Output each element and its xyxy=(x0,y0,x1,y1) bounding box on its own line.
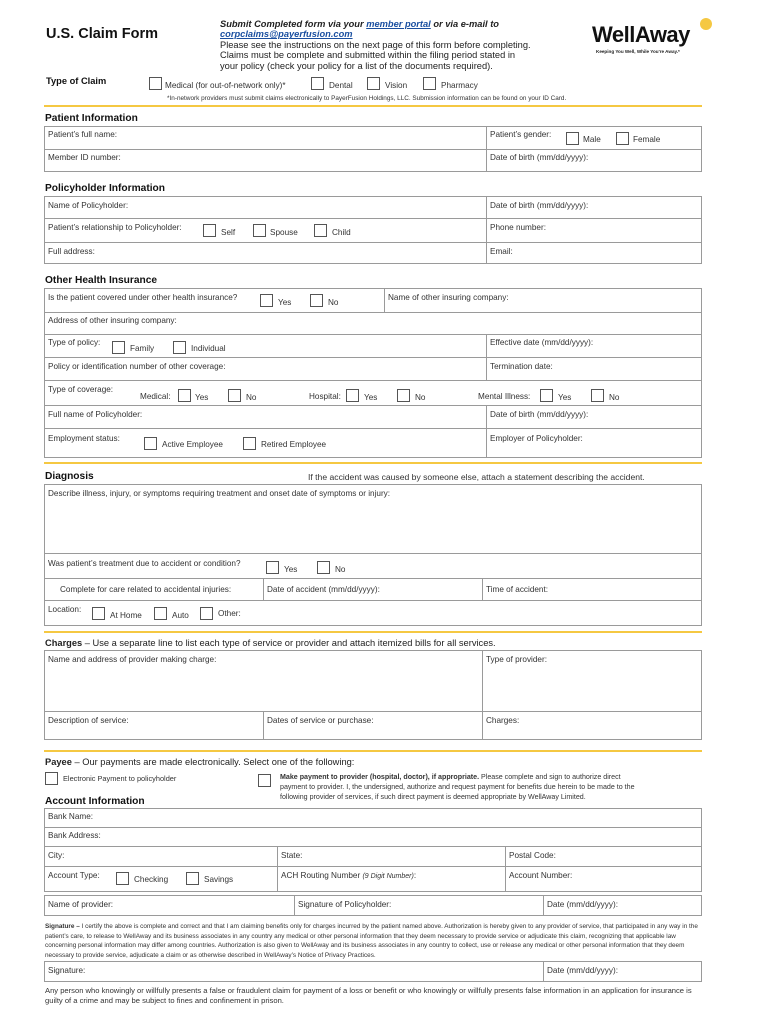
city-field[interactable]: City: xyxy=(48,851,65,860)
relationship-child-checkbox[interactable] xyxy=(314,224,327,237)
electronic-payment-checkbox[interactable] xyxy=(45,772,58,785)
ach-label: ACH Routing Number xyxy=(281,871,363,880)
medical-no-label: No xyxy=(246,393,257,402)
provider-date-field[interactable]: Date (mm/dd/yyyy): xyxy=(547,900,618,909)
active-employee-label: Active Employee xyxy=(162,440,223,449)
location-home-label: At Home xyxy=(110,611,142,620)
column-divider xyxy=(482,578,483,600)
row-divider xyxy=(44,827,702,828)
bank-name-field[interactable]: Bank Name: xyxy=(48,812,94,821)
row-divider xyxy=(44,242,702,243)
savings-checkbox[interactable] xyxy=(186,872,199,885)
signature-field[interactable]: Signature: xyxy=(48,966,86,975)
accident-no-checkbox[interactable] xyxy=(317,561,330,574)
employment-status-label: Employment status: xyxy=(48,434,120,443)
row-divider xyxy=(44,600,702,601)
accident-time-field[interactable]: Time of accident: xyxy=(486,585,549,594)
patient-dob-field[interactable]: Date of birth (mm/dd/yyyy): xyxy=(490,153,589,162)
checking-label: Checking xyxy=(134,875,169,884)
provider-payment-text xyxy=(280,772,700,802)
service-description-field[interactable]: Description of service: xyxy=(48,716,129,725)
location-label: Location: xyxy=(48,605,82,614)
member-portal-link[interactable]: member portal xyxy=(366,19,431,29)
diagnosis-note: If the accident was caused by someone else, attach a statement describing the accident. xyxy=(308,472,645,482)
relationship-self-checkbox[interactable] xyxy=(203,224,216,237)
column-divider xyxy=(263,578,264,600)
policyholder-dob-field[interactable]: Date of birth (mm/dd/yyyy): xyxy=(490,201,589,210)
relationship-self-label: Self xyxy=(221,228,236,237)
instruction-line-3: your policy (check your policy for a list of the documents required). xyxy=(220,60,493,71)
row-divider xyxy=(44,866,702,867)
provider-payment-line-2: payment to provider. I, the undersigned, authorize and request payment for benefits due herein to be made to the xyxy=(280,783,635,791)
covered-question-label: Is the patient covered under other health insurance? xyxy=(48,293,238,302)
patient-gender-label: Patient’s gender: xyxy=(490,130,552,139)
medical-yes-checkbox[interactable] xyxy=(178,389,191,402)
type-of-claim-label: Type of Claim xyxy=(46,76,107,86)
section-divider xyxy=(44,750,702,752)
gender-female-label: Female xyxy=(633,135,661,144)
account-number-field[interactable]: Account Number: xyxy=(509,871,573,880)
vision-claim-checkbox[interactable] xyxy=(367,77,380,90)
logo-sun-icon xyxy=(700,18,712,30)
row-divider xyxy=(44,405,702,406)
row-divider xyxy=(44,149,702,150)
form-title: U.S. Claim Form xyxy=(46,26,158,42)
column-divider xyxy=(505,846,506,892)
location-other-checkbox[interactable] xyxy=(200,607,213,620)
payee-note: – Our payments are made electronically. Select one of the following: xyxy=(71,757,355,767)
logo-tagline: Keeping You Well, While You're Away.* xyxy=(596,49,680,54)
accidental-injuries-label: Complete for care related to accidental injuries: xyxy=(60,585,232,594)
accident-yes-label: Yes xyxy=(284,565,298,574)
ach-routing-field[interactable] xyxy=(281,871,416,880)
state-field[interactable]: State: xyxy=(281,851,303,860)
electronic-payment-label: Electronic Payment to policyholder xyxy=(63,774,177,783)
policy-family-checkbox[interactable] xyxy=(112,341,125,354)
signature-bold: Signature – xyxy=(45,923,82,930)
charges-heading: Charges xyxy=(45,638,83,648)
policyholder-signature-field[interactable]: Signature of Policyholder: xyxy=(298,900,392,909)
row-divider xyxy=(44,578,702,579)
accident-question-label: Was patient’s treatment due to accident or condition? xyxy=(48,559,241,568)
payee-heading-line xyxy=(45,757,354,767)
signature-text: I certify the above is complete and correct and that I am claiming benefits only for charges incurred by the patient named above. Authorization is hereby given to any provider of service, that participated in any way in the patient’s care, to release to WellAway and its business associates in any country any medical or other personal information that they deem necessary to provide service or adjudicate this claim, recognizing that applicable law concerning personal information may differ among countries. Authorization is also given to WellAway and its business associates in any country to collect, use or release any medical or other personal information that they deem necessary to provide service, adjudicate a claim or as otherwise described in WellAway’s Notice of Privacy Practices. xyxy=(45,923,698,959)
accident-date-field[interactable]: Date of accident (mm/dd/yyyy): xyxy=(267,585,380,594)
other-insurance-box xyxy=(44,288,702,458)
other-health-insurance-heading: Other Health Insurance xyxy=(45,275,158,286)
instruction-line-1: Please see the instructions on the next page of this form before completing. xyxy=(220,39,531,50)
diagnosis-box xyxy=(44,484,702,626)
other-policyholder-dob-field[interactable]: Date of birth (mm/dd/yyyy): xyxy=(490,410,589,419)
provider-payment-bold: Make payment to provider (hospital, doctor), if appropriate. xyxy=(280,773,480,781)
ach-note: (9 Digit Number) xyxy=(362,873,414,880)
account-type-label: Account Type: xyxy=(48,871,100,880)
relationship-spouse-label: Spouse xyxy=(270,228,298,237)
row-divider xyxy=(44,334,702,335)
relationship-child-label: Child xyxy=(332,228,351,237)
medical-yes-label: Yes xyxy=(195,393,209,402)
gender-male-checkbox[interactable] xyxy=(566,132,579,145)
mental-no-checkbox[interactable] xyxy=(591,389,604,402)
column-divider xyxy=(486,196,487,264)
medical-claim-checkbox[interactable] xyxy=(149,77,162,90)
section-divider xyxy=(44,105,702,107)
postal-code-field[interactable]: Postal Code: xyxy=(509,851,556,860)
effective-date-field[interactable]: Effective date (mm/dd/yyyy): xyxy=(490,338,594,347)
policyholder-name-field[interactable]: Name of Policyholder: xyxy=(48,201,129,210)
column-divider xyxy=(482,650,483,740)
savings-label: Savings xyxy=(204,875,234,884)
mental-yes-label: Yes xyxy=(558,393,572,402)
coverage-hospital-label: Hospital: xyxy=(309,392,341,401)
instruction-line-2: Claims must be complete and submitted within the filing period stated in xyxy=(220,50,516,61)
retired-employee-label: Retired Employee xyxy=(261,440,327,449)
signature-authorization xyxy=(45,922,705,960)
column-divider xyxy=(486,405,487,458)
account-information-heading: Account Information xyxy=(45,796,145,807)
submit-text: Submit Completed form via your xyxy=(220,19,367,29)
describe-illness-field[interactable]: Describe illness, injury, or symptoms requiring treatment and onset date of symptoms or injury: xyxy=(48,489,391,498)
email-field[interactable]: Email: xyxy=(490,247,513,256)
charges-field[interactable]: Charges: xyxy=(486,716,520,725)
column-divider xyxy=(486,334,487,380)
location-auto-checkbox[interactable] xyxy=(154,607,167,620)
mental-no-label: No xyxy=(609,393,620,402)
row-divider xyxy=(44,380,702,381)
hospital-no-label: No xyxy=(415,393,426,402)
section-divider xyxy=(44,462,702,464)
row-divider xyxy=(44,553,702,554)
location-home-checkbox[interactable] xyxy=(92,607,105,620)
column-divider xyxy=(263,711,264,740)
full-address-field[interactable]: Full address: xyxy=(48,247,95,256)
column-divider xyxy=(543,895,544,916)
provider-type-field[interactable]: Type of provider: xyxy=(486,655,547,664)
policy-number-field[interactable]: Policy or identification number of other coverage: xyxy=(48,362,226,371)
column-divider xyxy=(486,126,487,172)
member-id-field[interactable]: Member ID number: xyxy=(48,153,121,162)
mental-yes-checkbox[interactable] xyxy=(540,389,553,402)
logo-wordmark: WellAway xyxy=(592,22,690,47)
bank-address-field[interactable]: Bank Address: xyxy=(48,831,101,840)
policy-family-label: Family xyxy=(130,344,155,353)
hospital-yes-checkbox[interactable] xyxy=(346,389,359,402)
relationship-spouse-checkbox[interactable] xyxy=(253,224,266,237)
provider-payment-line-1: Please complete and sign to authorize direct xyxy=(479,773,621,781)
provider-payment-line-3: following provider of services, if such direct payment is deemed appropriate by WellAway Limited. xyxy=(280,793,586,801)
column-divider xyxy=(277,846,278,892)
row-divider xyxy=(44,846,702,847)
phone-number-field[interactable]: Phone number: xyxy=(490,223,546,232)
charges-heading-line xyxy=(45,638,496,648)
medical-claim-label: Medical (for out-of-network only)* xyxy=(165,81,286,90)
checking-checkbox[interactable] xyxy=(116,872,129,885)
gender-male-label: Male xyxy=(583,135,601,144)
vision-claim-label: Vision xyxy=(385,81,408,90)
provider-name-address-field[interactable]: Name and address of provider making charge: xyxy=(48,655,217,664)
wellaway-logo xyxy=(590,16,720,58)
in-network-note: *In-network providers must submit claims electronically to PayerFusion Holdings, LLC. Submission information can be found on your ID Card. xyxy=(167,95,567,102)
coverage-type-label: Type of coverage: xyxy=(48,385,114,394)
row-divider xyxy=(44,357,702,358)
dental-claim-label: Dental xyxy=(329,81,353,90)
covered-no-checkbox[interactable] xyxy=(310,294,323,307)
medical-no-checkbox[interactable] xyxy=(228,389,241,402)
submit-text-mid: or via e-mail to xyxy=(430,19,499,29)
coverage-mental-label: Mental Illness: xyxy=(478,392,531,401)
row-divider xyxy=(44,428,702,429)
location-other-label: Other: xyxy=(218,609,241,618)
row-divider xyxy=(44,711,702,712)
patient-full-name-field[interactable]: Patient’s full name: xyxy=(48,130,118,139)
accident-yes-checkbox[interactable] xyxy=(266,561,279,574)
column-divider xyxy=(294,895,295,916)
covered-no-label: No xyxy=(328,298,339,307)
gender-female-checkbox[interactable] xyxy=(616,132,629,145)
provider-name-field[interactable]: Name of provider: xyxy=(48,900,114,909)
policyholder-information-heading: Policyholder Information xyxy=(45,183,165,194)
covered-yes-checkbox[interactable] xyxy=(260,294,273,307)
column-divider xyxy=(543,961,544,982)
location-auto-label: Auto xyxy=(172,611,189,620)
email-link[interactable]: corpclaims@payerfusion.com xyxy=(220,29,353,40)
relationship-label: Patient’s relationship to Policyholder: xyxy=(48,223,182,232)
patient-information-heading: Patient Information xyxy=(45,113,138,124)
employer-field[interactable]: Employer of Policyholder: xyxy=(490,434,583,443)
covered-yes-label: Yes xyxy=(278,298,292,307)
column-divider xyxy=(384,288,385,312)
signature-date-field[interactable]: Date (mm/dd/yyyy): xyxy=(547,966,618,975)
ach-colon: : xyxy=(413,871,417,880)
row-divider xyxy=(44,218,702,219)
hospital-yes-label: Yes xyxy=(364,393,378,402)
fraud-warning: Any person who knowingly or willfully presents a false or fraudulent claim for payment of a loss or benefit or who knowingly or willfully presents false information in an application for insurance is guilty of a crime and may be subject to fines and confinement in prison. xyxy=(45,986,692,1006)
coverage-medical-label: Medical: xyxy=(140,392,171,401)
hospital-no-checkbox[interactable] xyxy=(397,389,410,402)
submit-instructions xyxy=(220,19,565,71)
service-dates-field[interactable]: Dates of service or purchase: xyxy=(267,716,374,725)
policy-individual-checkbox[interactable] xyxy=(173,341,186,354)
other-company-address-field[interactable]: Address of other insuring company: xyxy=(48,316,177,325)
row-divider xyxy=(44,312,702,313)
charges-note: – Use a separate line to list each type of service or provider and attach itemized bills for all services. xyxy=(82,638,496,648)
section-divider xyxy=(44,631,702,633)
pharmacy-claim-checkbox[interactable] xyxy=(423,77,436,90)
accident-no-label: No xyxy=(335,565,346,574)
diagnosis-heading: Diagnosis xyxy=(45,471,94,482)
pharmacy-claim-label: Pharmacy xyxy=(441,81,478,90)
provider-payment-checkbox[interactable] xyxy=(258,774,271,787)
termination-date-field[interactable]: Termination date: xyxy=(490,362,553,371)
policy-individual-label: Individual xyxy=(191,344,226,353)
active-employee-checkbox[interactable] xyxy=(144,437,157,450)
payee-heading: Payee xyxy=(45,757,72,767)
dental-claim-checkbox[interactable] xyxy=(311,77,324,90)
policy-type-label: Type of policy: xyxy=(48,338,101,347)
other-policyholder-name-field[interactable]: Full name of Policyholder: xyxy=(48,410,143,419)
other-company-name-field[interactable]: Name of other insuring company: xyxy=(388,293,509,302)
retired-employee-checkbox[interactable] xyxy=(243,437,256,450)
